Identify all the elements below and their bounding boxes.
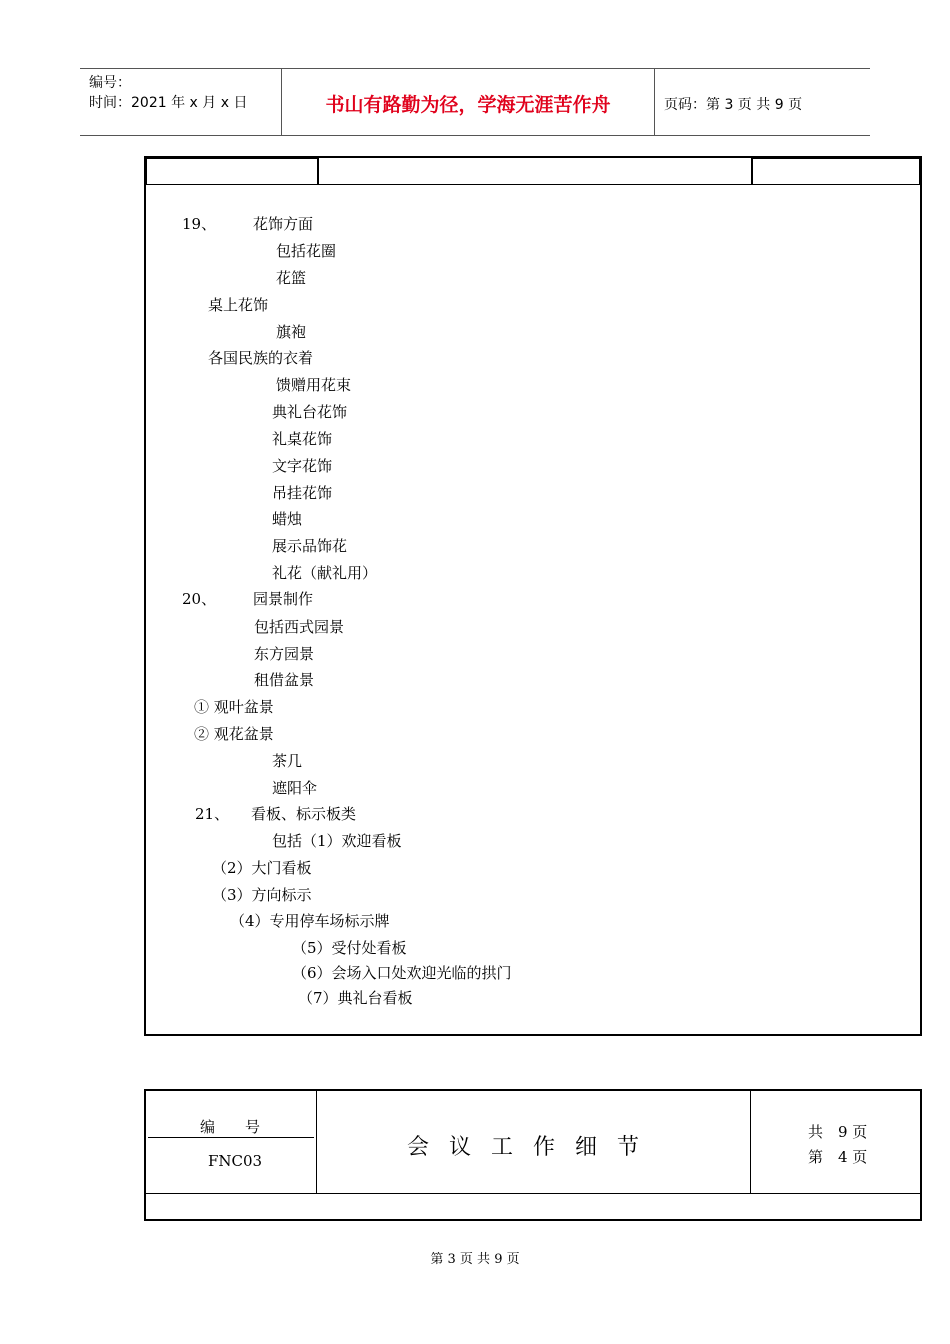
list-item: 包括花圈 — [276, 242, 337, 260]
header-page-info: 页码：第 3 页 共 9 页 — [664, 97, 803, 113]
frame-top-right-cell — [752, 158, 920, 185]
list-item: 典礼台花饰 — [272, 403, 348, 421]
list-item: （4）专用停车场标示牌 — [230, 912, 390, 930]
list-item: 桌上花饰 — [208, 296, 269, 314]
section-21-title: 看板、标示板类 — [251, 805, 357, 823]
info-title: 会议工作细节 — [406, 1135, 659, 1160]
list-item: 礼桌花饰 — [272, 430, 333, 448]
section-21-number: 21、 — [195, 805, 230, 823]
header-bottom-rule — [80, 135, 870, 136]
info-number-label: 编 号 — [200, 1118, 261, 1136]
section-19-title: 花饰方面 — [253, 215, 314, 233]
list-item: 遮阳伞 — [272, 779, 318, 797]
frame-top-middle-cell — [318, 158, 752, 185]
page-footer: 第 3 页 共 9 页 — [430, 1252, 520, 1267]
header-number-label: 编号： — [89, 75, 131, 91]
section-20-number: 20、 — [182, 590, 217, 608]
frame-top-left-cell — [146, 158, 318, 185]
list-item: （2）大门看板 — [212, 859, 312, 877]
list-item: （5）受付处看板 — [292, 939, 407, 957]
list-item: （3）方向标示 — [212, 886, 312, 904]
list-item: 东方园景 — [254, 645, 315, 663]
list-item: 馈赠用花束 — [276, 376, 352, 394]
list-item: （6）会场入口处欢迎光临的拱门 — [292, 964, 512, 982]
list-item: 各国民族的衣着 — [208, 349, 314, 367]
info-box-number-rule — [148, 1137, 314, 1138]
list-item: 吊挂花饰 — [272, 484, 333, 502]
list-item: 花篮 — [276, 269, 307, 287]
list-item: ① 观叶盆景 — [194, 698, 274, 716]
info-number-value: FNC03 — [208, 1152, 263, 1170]
list-item: 旗袍 — [276, 323, 307, 341]
list-item: 礼花（献礼用） — [272, 564, 378, 582]
list-item: 包括（1）欢迎看板 — [272, 832, 402, 850]
section-20-title: 园景制作 — [253, 590, 314, 608]
list-item: （7）典礼台看板 — [298, 989, 413, 1007]
list-item: ② 观花盆景 — [194, 725, 274, 743]
list-item: 展示品饰花 — [272, 537, 348, 555]
list-item: 蜡烛 — [272, 510, 303, 528]
section-19-number: 19、 — [182, 215, 217, 233]
list-item: 租借盆景 — [254, 671, 315, 689]
info-box-bottom-rule — [146, 1193, 920, 1194]
header-motto: 书山有路勤为径，学海无涯苦作舟 — [325, 94, 611, 116]
header-divider-right — [654, 68, 655, 136]
list-item: 包括西式园景 — [254, 618, 345, 636]
info-total-pages: 共 9 页 — [808, 1123, 868, 1141]
header-time-label: 时间：2021 年 x 月 x 日 — [89, 95, 248, 111]
info-box-divider-right — [750, 1091, 751, 1193]
list-item: 茶几 — [272, 752, 303, 770]
header-top-rule — [80, 68, 870, 69]
info-current-page: 第 4 页 — [808, 1148, 868, 1166]
list-item: 文字花饰 — [272, 457, 333, 475]
